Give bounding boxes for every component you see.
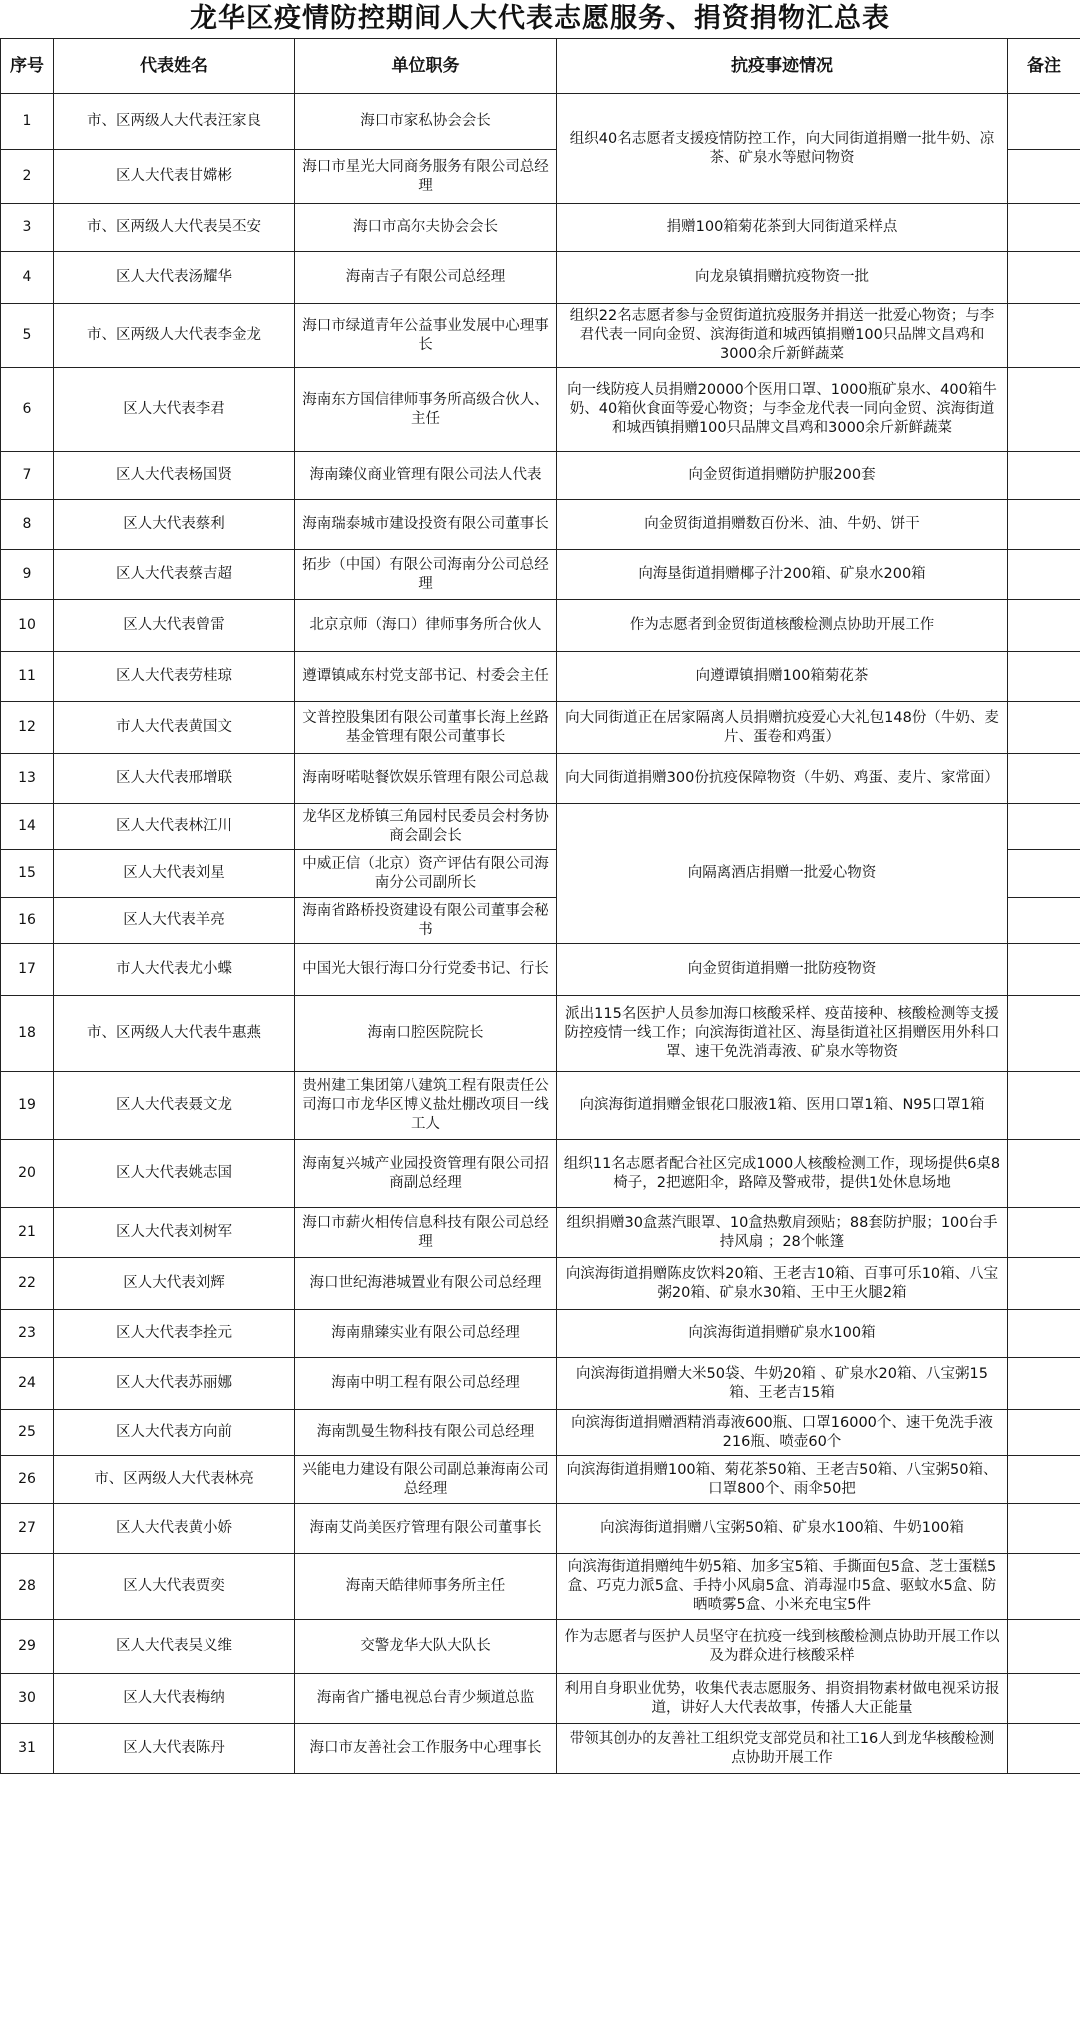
table-row — [1, 1410, 1080, 1456]
note-cell — [1008, 1724, 1080, 1774]
deed-description: 作为志愿者到金贸街道核酸检测点协助开展工作 — [557, 600, 1008, 652]
note-cell — [1008, 1554, 1080, 1620]
unit-position: 海南天皓律师事务所主任 — [295, 1554, 557, 1620]
representative-name: 区人大代表蔡吉超 — [54, 550, 295, 600]
row-number: 6 — [1, 368, 54, 452]
unit-position: 海口市薪火相传信息科技有限公司总经理 — [295, 1208, 557, 1258]
unit-position: 海南省路桥投资建设有限公司董事会秘书 — [295, 898, 557, 944]
deed-description: 作为志愿者与医护人员坚守在抗疫一线到核酸检测点协助开展工作以及为群众进行核酸采样 — [557, 1620, 1008, 1674]
note-cell — [1008, 150, 1080, 204]
header-name: 代表姓名 — [54, 39, 295, 94]
header-deed: 抗疫事迹情况 — [557, 39, 1008, 94]
representative-name: 区人大代表聂文龙 — [54, 1072, 295, 1140]
table-row — [1, 368, 1080, 452]
table-row — [1, 204, 1080, 252]
deed-description: 组织捐赠30盒蒸汽眼罩、10盒热敷肩颈贴；88套防护服；100台手持风扇 ；28个帐篷 — [557, 1208, 1008, 1258]
unit-position: 中威正信（北京）资产评估有限公司海南分公司副所长 — [295, 850, 557, 898]
row-number: 24 — [1, 1358, 54, 1410]
representative-name: 区人大代表方向前 — [54, 1410, 295, 1456]
row-number: 29 — [1, 1620, 54, 1674]
representative-name: 区人大代表黄小娇 — [54, 1504, 295, 1554]
unit-position: 海南中明工程有限公司总经理 — [295, 1358, 557, 1410]
representative-name: 市、区两级人大代表林亮 — [54, 1456, 295, 1504]
header-unit: 单位职务 — [295, 39, 557, 94]
note-cell — [1008, 1140, 1080, 1208]
unit-position: 海口市绿道青年公益事业发展中心理事长 — [295, 304, 557, 368]
unit-position: 海南瑞泰城市建设投资有限公司董事长 — [295, 500, 557, 550]
table-row — [1, 94, 1080, 150]
unit-position: 中国光大银行海口分行党委书记、行长 — [295, 944, 557, 996]
representative-name: 区人大代表刘星 — [54, 850, 295, 898]
deed-description: 向海垦街道捐赠椰子汁200箱、矿泉水200箱 — [557, 550, 1008, 600]
deed-description: 利用自身职业优势，收集代表志愿服务、捐资捐物素材做电视采访报道，讲好人大代表故事，传播人大正能量 — [557, 1674, 1008, 1724]
table-row — [1, 944, 1080, 996]
note-cell — [1008, 1208, 1080, 1258]
table-row — [1, 1310, 1080, 1358]
row-number: 20 — [1, 1140, 54, 1208]
row-number: 22 — [1, 1258, 54, 1310]
table-row — [1, 304, 1080, 368]
table-row — [1, 1358, 1080, 1410]
deed-description: 向滨海街道捐赠酒精消毒液600瓶、口罩16000个、速干免洗手液216瓶、喷壶60个 — [557, 1410, 1008, 1456]
note-cell — [1008, 804, 1080, 850]
table-row — [1, 1504, 1080, 1554]
table-row — [1, 804, 1080, 850]
note-cell — [1008, 1620, 1080, 1674]
unit-position: 北京京师（海口）律师事务所合伙人 — [295, 600, 557, 652]
note-cell — [1008, 304, 1080, 368]
unit-position: 海南鼎臻实业有限公司总经理 — [295, 1310, 557, 1358]
representative-name: 区人大代表汤耀华 — [54, 252, 295, 304]
row-number: 16 — [1, 898, 54, 944]
table-row — [1, 996, 1080, 1072]
unit-position: 海南吉子有限公司总经理 — [295, 252, 557, 304]
note-cell — [1008, 1456, 1080, 1504]
unit-position: 海南臻仪商业管理有限公司法人代表 — [295, 452, 557, 500]
representative-name: 区人大代表贾奕 — [54, 1554, 295, 1620]
representative-name: 区人大代表李君 — [54, 368, 295, 452]
table-header-row — [1, 39, 1080, 94]
row-number: 27 — [1, 1504, 54, 1554]
note-cell — [1008, 652, 1080, 702]
note-cell — [1008, 368, 1080, 452]
deed-description: 向滨海街道捐赠大米50袋、牛奶20箱 、矿泉水20箱、八宝粥15箱、王老吉15箱 — [557, 1358, 1008, 1410]
unit-position: 遵谭镇咸东村党支部书记、村委会主任 — [295, 652, 557, 702]
table-row — [1, 1554, 1080, 1620]
row-number: 4 — [1, 252, 54, 304]
unit-position: 海南东方国信律师事务所高级合伙人、主任 — [295, 368, 557, 452]
row-number: 10 — [1, 600, 54, 652]
table-row — [1, 1620, 1080, 1674]
representative-name: 区人大代表林江川 — [54, 804, 295, 850]
unit-position: 拓步（中国）有限公司海南分公司总经理 — [295, 550, 557, 600]
note-cell — [1008, 850, 1080, 898]
representative-name: 区人大代表劳桂琼 — [54, 652, 295, 702]
unit-position: 海南凯曼生物科技有限公司总经理 — [295, 1410, 557, 1456]
representative-name: 区人大代表杨国贤 — [54, 452, 295, 500]
unit-position: 海南复兴城产业园投资管理有限公司招商副总经理 — [295, 1140, 557, 1208]
representative-name: 市人大代表黄国文 — [54, 702, 295, 754]
unit-position: 交警龙华大队大队长 — [295, 1620, 557, 1674]
note-cell — [1008, 898, 1080, 944]
representative-name: 区人大代表吴义维 — [54, 1620, 295, 1674]
note-cell — [1008, 550, 1080, 600]
unit-position: 海南艾尚美医疗管理有限公司董事长 — [295, 1504, 557, 1554]
deed-description: 向滨海街道捐赠100箱、菊花茶50箱、王老吉50箱、八宝粥50箱、口罩800个、雨伞50把 — [557, 1456, 1008, 1504]
unit-position: 龙华区龙桥镇三角园村民委员会村务协商会副会长 — [295, 804, 557, 850]
page-title: 龙华区疫情防控期间人大代表志愿服务、捐资捐物汇总表 — [190, 3, 890, 34]
row-number: 14 — [1, 804, 54, 850]
deed-description: 向一线防疫人员捐赠20000个医用口罩、1000瓶矿泉水、400箱牛奶、40箱伙食面等爱心物资；与李金龙代表一同向金贸、滨海街道和城西镇捐赠100只品牌文昌鸡和3000余斤新鲜蔬菜 — [557, 368, 1008, 452]
table-row — [1, 1072, 1080, 1140]
representative-name: 区人大代表李拴元 — [54, 1310, 295, 1358]
note-cell — [1008, 204, 1080, 252]
unit-position: 海口市友善社会工作服务中心理事长 — [295, 1724, 557, 1774]
note-cell — [1008, 94, 1080, 150]
unit-position: 海口市高尔夫协会会长 — [295, 204, 557, 252]
representative-name: 市、区两级人大代表李金龙 — [54, 304, 295, 368]
representative-name: 市、区两级人大代表牛惠燕 — [54, 996, 295, 1072]
row-number: 5 — [1, 304, 54, 368]
unit-position: 贵州建工集团第八建筑工程有限责任公司海口市龙华区博义盐灶棚改项目一线工人 — [295, 1072, 557, 1140]
note-cell — [1008, 1410, 1080, 1456]
table-row — [1, 1674, 1080, 1724]
table-row — [1, 1456, 1080, 1504]
row-number: 17 — [1, 944, 54, 996]
representative-name: 区人大代表邢增联 — [54, 754, 295, 804]
deed-description: 派出115名医护人员参加海口核酸采样、疫苗接种、核酸检测等支援防控疫情一线工作；向滨海街道社区、海垦街道社区捐赠医用外科口罩、速干免洗消毒液、矿泉水等物资 — [557, 996, 1008, 1072]
unit-position: 海口世纪海港城置业有限公司总经理 — [295, 1258, 557, 1310]
row-number: 18 — [1, 996, 54, 1072]
deed-description: 向隔离酒店捐赠一批爱心物资 — [557, 804, 1008, 944]
row-number: 15 — [1, 850, 54, 898]
row-number: 13 — [1, 754, 54, 804]
table-row — [1, 702, 1080, 754]
note-cell — [1008, 754, 1080, 804]
unit-position: 文普控股集团有限公司董事长海上丝路基金管理有限公司董事长 — [295, 702, 557, 754]
deed-description: 向滨海街道捐赠纯牛奶5箱、加多宝5箱、手撕面包5盒、芝士蛋糕5盒、巧克力派5盒、手持小风扇5盒、消毒湿巾5盒、驱蚊水5盒、防晒喷雾5盒、小米充电宝5件 — [557, 1554, 1008, 1620]
deed-description: 向龙泉镇捐赠抗疫物资一批 — [557, 252, 1008, 304]
representative-name: 区人大代表梅纳 — [54, 1674, 295, 1724]
representative-name: 区人大代表陈丹 — [54, 1724, 295, 1774]
representative-name: 区人大代表甘嫦彬 — [54, 150, 295, 204]
deed-description: 捐赠100箱菊花茶到大同街道采样点 — [557, 204, 1008, 252]
row-number: 28 — [1, 1554, 54, 1620]
unit-position: 海南口腔医院院长 — [295, 996, 557, 1072]
unit-position: 海口市星光大同商务服务有限公司总经理 — [295, 150, 557, 204]
header-note: 备注 — [1008, 39, 1080, 94]
table-row — [1, 500, 1080, 550]
table-row — [1, 1258, 1080, 1310]
deed-description: 向金贸街道捐赠防护服200套 — [557, 452, 1008, 500]
deed-description: 向滨海街道捐赠陈皮饮料20箱、王老吉10箱、百事可乐10箱、八宝粥20箱、矿泉水30箱、王中王火腿2箱 — [557, 1258, 1008, 1310]
note-cell — [1008, 1504, 1080, 1554]
table-row — [1, 252, 1080, 304]
representative-name: 市、区两级人大代表汪家良 — [54, 94, 295, 150]
table-row — [1, 600, 1080, 652]
note-cell — [1008, 996, 1080, 1072]
representative-name: 区人大代表姚志国 — [54, 1140, 295, 1208]
row-number: 7 — [1, 452, 54, 500]
table-row — [1, 1724, 1080, 1774]
row-number: 12 — [1, 702, 54, 754]
row-number: 26 — [1, 1456, 54, 1504]
note-cell — [1008, 252, 1080, 304]
deed-description: 组织11名志愿者配合社区完成1000人核酸检测工作，现场提供6桌8椅子，2把遮阳伞，路障及警戒带，提供1处休息场地 — [557, 1140, 1008, 1208]
note-cell — [1008, 500, 1080, 550]
deed-description: 带领其创办的友善社工组织党支部党员和社工16人到龙华核酸检测点协助开展工作 — [557, 1724, 1008, 1774]
header-no: 序号 — [1, 39, 54, 94]
representative-name: 区人大代表苏丽娜 — [54, 1358, 295, 1410]
deed-description: 组织22名志愿者参与金贸街道抗疫服务并捐送一批爱心物资；与李君代表一同向金贸、滨海街道和城西镇捐赠100只品牌文昌鸡和3000余斤新鲜蔬菜 — [557, 304, 1008, 368]
row-number: 3 — [1, 204, 54, 252]
table-row — [1, 550, 1080, 600]
note-cell — [1008, 1358, 1080, 1410]
row-number: 19 — [1, 1072, 54, 1140]
deed-description: 向金贸街道捐赠一批防疫物资 — [557, 944, 1008, 996]
note-cell — [1008, 1258, 1080, 1310]
row-number: 23 — [1, 1310, 54, 1358]
table-row — [1, 1140, 1080, 1208]
row-number: 1 — [1, 94, 54, 150]
row-number: 21 — [1, 1208, 54, 1258]
note-cell — [1008, 944, 1080, 996]
row-number: 11 — [1, 652, 54, 702]
deed-description: 向遵谭镇捐赠100箱菊花茶 — [557, 652, 1008, 702]
note-cell — [1008, 600, 1080, 652]
row-number: 25 — [1, 1410, 54, 1456]
table-row — [1, 1208, 1080, 1258]
summary-table — [0, 38, 1080, 1774]
deed-description: 向大同街道捐赠300份抗疫保障物资（牛奶、鸡蛋、麦片、家常面） — [557, 754, 1008, 804]
deed-description: 向滨海街道捐赠金银花口服液1箱、医用口罩1箱、N95口罩1箱 — [557, 1072, 1008, 1140]
representative-name: 区人大代表羊亮 — [54, 898, 295, 944]
note-cell — [1008, 452, 1080, 500]
deed-description: 向金贸街道捐赠数百份米、油、牛奶、饼干 — [557, 500, 1008, 550]
table-row — [1, 652, 1080, 702]
representative-name: 区人大代表刘树军 — [54, 1208, 295, 1258]
unit-position: 海南呀喏哒餐饮娱乐管理有限公司总裁 — [295, 754, 557, 804]
deed-description: 向滨海街道捐赠八宝粥50箱、矿泉水100箱、牛奶100箱 — [557, 1504, 1008, 1554]
note-cell — [1008, 702, 1080, 754]
unit-position: 兴能电力建设有限公司副总兼海南公司总经理 — [295, 1456, 557, 1504]
row-number: 9 — [1, 550, 54, 600]
deed-description: 向大同街道正在居家隔离人员捐赠抗疫爱心大礼包148份（牛奶、麦片、蛋卷和鸡蛋） — [557, 702, 1008, 754]
representative-name: 市、区两级人大代表吴丕安 — [54, 204, 295, 252]
row-number: 8 — [1, 500, 54, 550]
representative-name: 区人大代表刘辉 — [54, 1258, 295, 1310]
note-cell — [1008, 1310, 1080, 1358]
representative-name: 市人大代表尤小蝶 — [54, 944, 295, 996]
table-row — [1, 754, 1080, 804]
unit-position: 海南省广播电视总台青少频道总监 — [295, 1674, 557, 1724]
table-row — [1, 452, 1080, 500]
row-number: 30 — [1, 1674, 54, 1724]
note-cell — [1008, 1674, 1080, 1724]
representative-name: 区人大代表蔡利 — [54, 500, 295, 550]
deed-description: 组织40名志愿者支援疫情防控工作，向大同街道捐赠一批牛奶、凉茶、矿泉水等慰问物资 — [557, 94, 1008, 204]
deed-description: 向滨海街道捐赠矿泉水100箱 — [557, 1310, 1008, 1358]
representative-name: 区人大代表曾雷 — [54, 600, 295, 652]
note-cell — [1008, 1072, 1080, 1140]
row-number: 2 — [1, 150, 54, 204]
unit-position: 海口市家私协会会长 — [295, 94, 557, 150]
row-number: 31 — [1, 1724, 54, 1774]
